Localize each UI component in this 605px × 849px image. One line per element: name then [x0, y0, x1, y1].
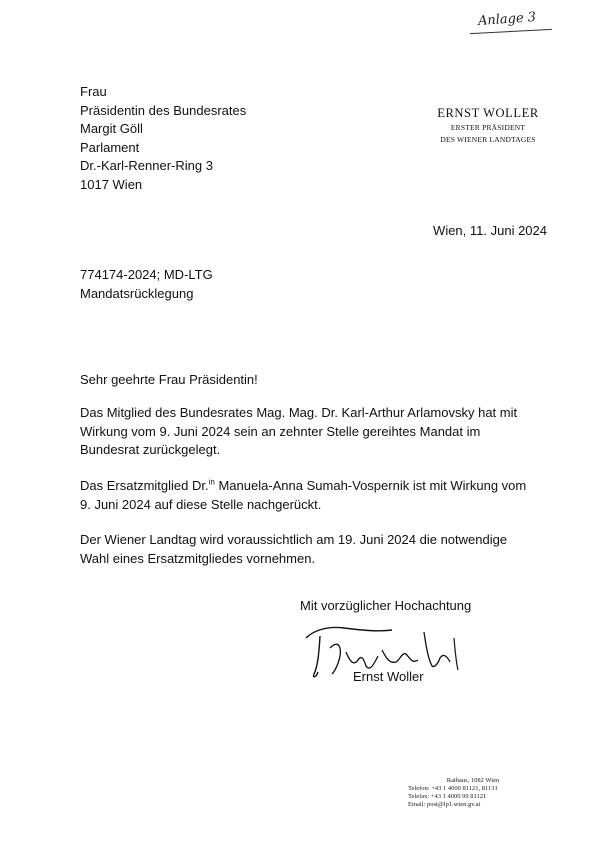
paragraph2-rest: Manuela-Anna Sumah-Vospernik ist mit Wirkung vom 9. Juni 2024 auf diese Stelle nachgerückt. — [80, 478, 527, 512]
letter-date: Wien, 11. Juni 2024 — [433, 223, 547, 238]
annex-label: Anlage 3 — [477, 9, 537, 30]
footer-phone: Telefon: +43 1 4000 81121, 81131 — [408, 785, 498, 792]
paragraph2-superscript: in — [208, 477, 215, 487]
letter-footer — [408, 777, 538, 809]
recipient-line: Präsidentin des Bundesrates — [80, 102, 247, 118]
recipient-line: Frau — [80, 84, 107, 99]
footer-fax: Telefax: +43 1 4000 99 81121 — [408, 793, 487, 800]
body-paragraph-3: Der Wiener Landtag wird voraussichtlich am 19. Juni 2024 die notwendige Wahl eines Ersatzmitgliedes vornehmen. — [80, 532, 508, 566]
paragraph2-prefix: Das Ersatzmitglied Dr. — [80, 478, 209, 493]
signer-name: Ernst Woller — [353, 669, 424, 684]
recipient-line: Parlament — [80, 139, 140, 155]
footer-email: Email: post@lp1.wien.gv.at — [408, 801, 481, 808]
closing-phrase: Mit vorzüglicher Hochachtung — [300, 598, 472, 613]
letterhead-title-line1: ERSTER PRÄSIDENT — [450, 123, 526, 132]
footer-address: Rathaus, 1082 Wien — [446, 777, 500, 784]
salutation: Sehr geehrte Frau Präsidentin! — [80, 372, 258, 387]
recipient-line: 1017 Wien — [80, 176, 143, 192]
letterhead-name: ERNST WOLLER — [437, 106, 539, 120]
letterhead — [418, 106, 558, 144]
recipient-line: Margit Göll — [80, 121, 143, 136]
body-paragraph-2 — [80, 477, 530, 514]
reference-number: 774174-2024; MD-LTG — [80, 267, 213, 282]
body-paragraph-1: Das Mitglied des Bundesrates Mag. Mag. Dr. Karl-Arthur Arlamovsky hat mit Wirkung vom 9. Juni 2024 sein an zehnter Stelle gereihtes Mandat im Bundesrat zurückgelegt. — [80, 405, 518, 457]
reference-subject: Mandatsrücklegung — [80, 285, 194, 301]
reference-block — [80, 266, 213, 303]
annex-underline — [470, 29, 552, 34]
letterhead-title-line2: DES WIENER LANDTAGES — [440, 134, 536, 144]
recipient-line: Dr.-Karl-Renner-Ring 3 — [80, 158, 213, 173]
recipient-address — [80, 83, 246, 194]
